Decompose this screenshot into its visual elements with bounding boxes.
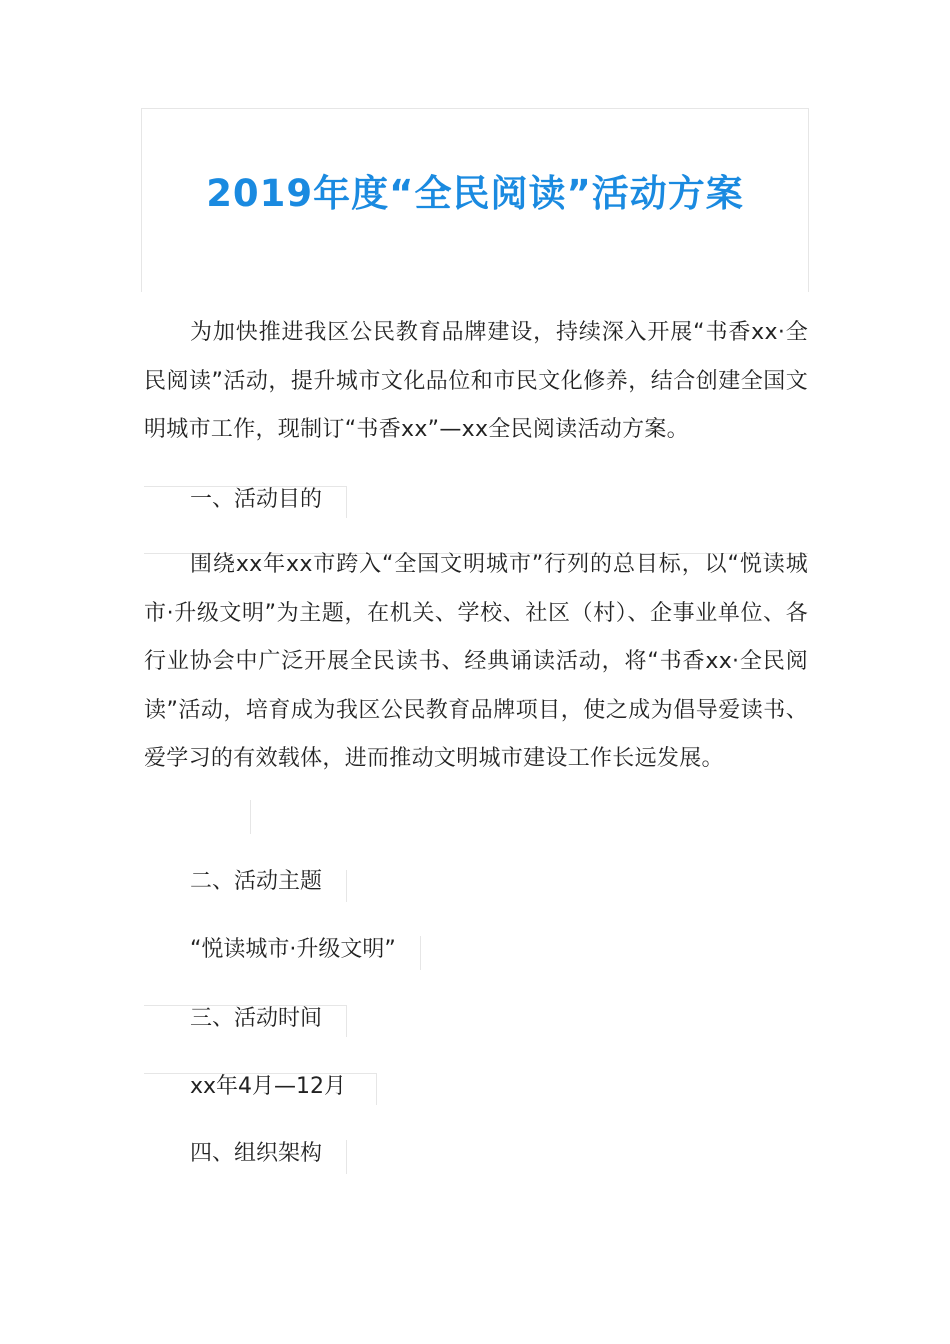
divider [346, 1005, 347, 1037]
divider [346, 1140, 347, 1174]
section-body-purpose: 围绕xx年xx市跨入“全国文明城市”行列的总目标，以“悦读城市·升级文明”为主题，在机关、学校、社区（村）、企事业单位、各行业协会中广泛开展全民读书、经典诵读活动，将“书香xx·全民阅读”活动，培育成为我区公民教育品牌项目，使之成为倡导爱读书、爱学习的有效载体，进而推动文明城市建设工作长远发展。 [144, 552, 808, 772]
divider [346, 870, 347, 902]
divider [346, 486, 347, 518]
divider [376, 1073, 377, 1105]
divider [420, 936, 421, 970]
intro-paragraph: 为加快推进我区公民教育品牌建设，持续深入开展“书香xx·全民阅读”活动，提升城市文化品位和市民文化修养，结合创建全国文明城市工作，现制订“书香xx”—xx全民阅读活动方案。 [144, 320, 808, 443]
divider [250, 800, 251, 834]
section-heading-theme: 二、活动主题 [190, 869, 323, 894]
section-heading-time: 三、活动时间 [190, 1006, 323, 1031]
section-body-theme: “悦读城市·升级文明” [190, 937, 396, 962]
section-heading-purpose: 一、活动目的 [190, 487, 323, 512]
section-body-time: xx年4月—12月 [190, 1074, 347, 1099]
section-heading-organization: 四、组织架构 [190, 1141, 323, 1166]
document-title: 2019年度“全民阅读”活动方案 [206, 172, 744, 215]
